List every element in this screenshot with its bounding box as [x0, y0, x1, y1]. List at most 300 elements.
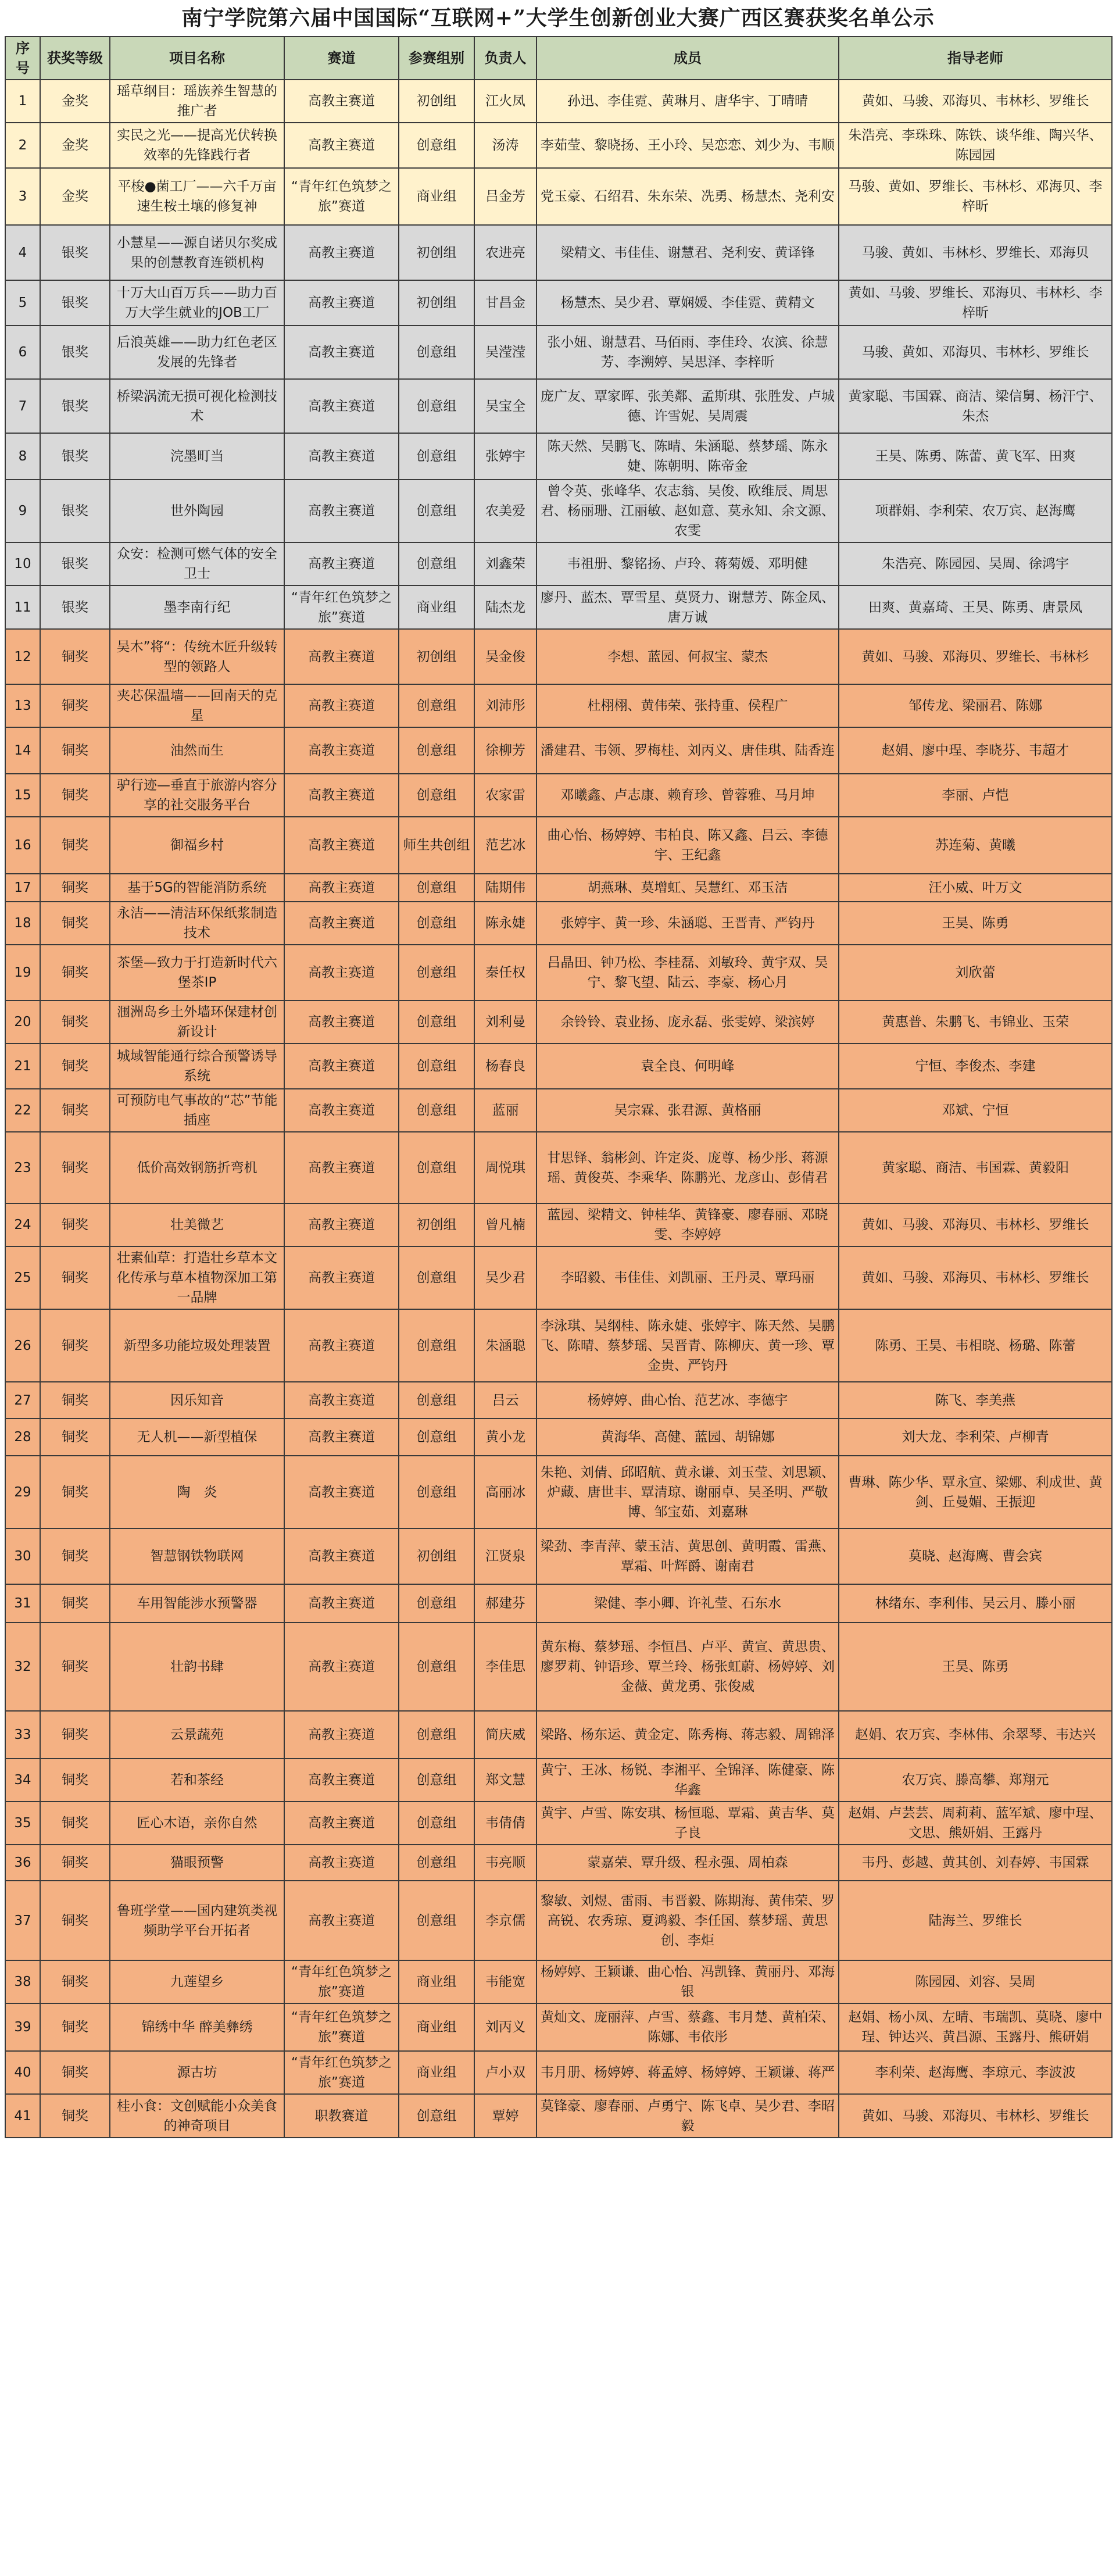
- cell-project: 瑶草纲目：瑶族养生智慧的推广者: [110, 80, 284, 123]
- cell-no: 12: [5, 629, 40, 684]
- cell-group: 创意组: [399, 1623, 474, 1711]
- cell-track: 高教主赛道: [284, 1419, 399, 1456]
- table-row: [5, 1419, 1112, 1456]
- cell-members: 蒙嘉荣、覃升级、程永强、周柏森: [536, 1845, 839, 1881]
- table-body: [5, 80, 1112, 2138]
- cell-project: 墨李南行纪: [110, 585, 284, 629]
- cell-project: 御福乡村: [110, 817, 284, 874]
- cell-advisors: 朱浩亮、陈园园、吴周、徐鸿宇: [839, 542, 1112, 585]
- cell-level: 铜奖: [40, 1203, 110, 1246]
- cell-group: 创意组: [399, 379, 474, 433]
- cell-level: 铜奖: [40, 1528, 110, 1584]
- cell-track: 高教主赛道: [284, 1759, 399, 1802]
- cell-leader: 农美爱: [474, 480, 536, 542]
- cell-level: 铜奖: [40, 1881, 110, 1960]
- table-row: [5, 774, 1112, 817]
- cell-leader: 杨春良: [474, 1044, 536, 1089]
- cell-level: 银奖: [40, 225, 110, 280]
- cell-project: 茶堡—致力于打造新时代六堡茶IP: [110, 945, 284, 1001]
- cell-no: 25: [5, 1246, 40, 1309]
- cell-no: 2: [5, 123, 40, 168]
- cell-advisors: 李利荣、赵海鹰、李琼元、李波波: [839, 2051, 1112, 2094]
- table-row: [5, 1759, 1112, 1802]
- table-row: [5, 1623, 1112, 1711]
- cell-group: 初创组: [399, 629, 474, 684]
- cell-track: 高教主赛道: [284, 542, 399, 585]
- cell-members: 李昭毅、韦佳佳、刘凯丽、王丹灵、覃玛丽: [536, 1246, 839, 1309]
- cell-project: 鲁班学堂——国内建筑类视频助学平台开拓者: [110, 1881, 284, 1960]
- cell-advisors: 陈飞、李美燕: [839, 1382, 1112, 1419]
- cell-no: 4: [5, 225, 40, 280]
- cell-level: 金奖: [40, 168, 110, 225]
- cell-no: 6: [5, 326, 40, 379]
- cell-members: 吕晶田、钟乃松、李桂磊、刘敏玲、黄宇双、吴宁、黎飞望、陆云、李豪、杨心月: [536, 945, 839, 1001]
- cell-track: 高教主赛道: [284, 379, 399, 433]
- cell-project: 涠洲岛乡土外墙环保建材创新设计: [110, 1001, 284, 1044]
- cell-group: 创意组: [399, 902, 474, 945]
- cell-level: 铜奖: [40, 2094, 110, 2138]
- cell-leader: 韦能宽: [474, 1960, 536, 2003]
- cell-level: 铜奖: [40, 1309, 110, 1382]
- cell-level: 银奖: [40, 326, 110, 379]
- cell-advisors: 黄如、马骏、邓海贝、韦林杉、罗维长: [839, 1246, 1112, 1309]
- cell-group: 创意组: [399, 727, 474, 774]
- cell-track: “青年红色筑梦之旅”赛道: [284, 585, 399, 629]
- cell-advisors: 莫晓、赵海鹰、曹会宾: [839, 1528, 1112, 1584]
- cell-leader: 黄小龙: [474, 1419, 536, 1456]
- table-row: [5, 945, 1112, 1001]
- cell-no: 18: [5, 902, 40, 945]
- cell-track: “青年红色筑梦之旅”赛道: [284, 2003, 399, 2051]
- cell-no: 32: [5, 1623, 40, 1711]
- cell-advisors: 黄家聪、商洁、韦国霖、黄毅阳: [839, 1132, 1112, 1203]
- table-row: [5, 123, 1112, 168]
- cell-group: 创意组: [399, 1711, 474, 1759]
- cell-project: 吴木”将“：传统木匠升级转型的领路人: [110, 629, 284, 684]
- cell-level: 铜奖: [40, 774, 110, 817]
- cell-group: 创意组: [399, 945, 474, 1001]
- cell-leader: 张婷宇: [474, 433, 536, 480]
- cell-leader: 吴金俊: [474, 629, 536, 684]
- cell-leader: 刘沛彤: [474, 684, 536, 727]
- cell-leader: 陆杰龙: [474, 585, 536, 629]
- cell-level: 铜奖: [40, 1001, 110, 1044]
- cell-track: 高教主赛道: [284, 80, 399, 123]
- cell-no: 26: [5, 1309, 40, 1382]
- cell-leader: 江贤泉: [474, 1528, 536, 1584]
- cell-project: 壮美微艺: [110, 1203, 284, 1246]
- cell-track: 高教主赛道: [284, 727, 399, 774]
- cell-no: 24: [5, 1203, 40, 1246]
- cell-track: 高教主赛道: [284, 280, 399, 326]
- cell-track: 高教主赛道: [284, 480, 399, 542]
- cell-advisors: 黄如、马骏、邓海贝、韦林杉、罗维长: [839, 80, 1112, 123]
- cell-project: 驴行迹—垂直于旅游内容分享的社交服务平台: [110, 774, 284, 817]
- cell-members: 党玉豪、石绍君、朱东荣、冼勇、杨慧杰、尧利安: [536, 168, 839, 225]
- cell-group: 商业组: [399, 1960, 474, 2003]
- cell-members: 梁路、杨东运、黄金定、陈秀梅、蒋志毅、周锦泽: [536, 1711, 839, 1759]
- cell-members: 梁精文、韦佳佳、谢慧君、尧利安、黄译锋: [536, 225, 839, 280]
- cell-project: 夹芯保温墙——回南天的克星: [110, 684, 284, 727]
- cell-level: 铜奖: [40, 1382, 110, 1419]
- cell-track: “青年红色筑梦之旅”赛道: [284, 1960, 399, 2003]
- cell-leader: 吴滢滢: [474, 326, 536, 379]
- cell-track: 高教主赛道: [284, 1246, 399, 1309]
- cell-level: 铜奖: [40, 1132, 110, 1203]
- cell-members: 邓曦鑫、卢志康、赖育珍、曾蓉雅、马月坤: [536, 774, 839, 817]
- table-row: [5, 629, 1112, 684]
- cell-leader: 吴少君: [474, 1246, 536, 1309]
- cell-level: 银奖: [40, 542, 110, 585]
- table-row: [5, 1309, 1112, 1382]
- cell-project: 云景蔬苑: [110, 1711, 284, 1759]
- cell-project: 城域智能通行综合预警诱导系统: [110, 1044, 284, 1089]
- cell-track: 高教主赛道: [284, 1802, 399, 1845]
- cell-advisors: 刘欣蕾: [839, 945, 1112, 1001]
- cell-members: 庞广友、覃家晖、张美鄰、孟斯琪、张胜发、卢城德、许雪妮、吴周震: [536, 379, 839, 433]
- cell-members: 李泳琪、吴纲桂、陈永婕、张婷宇、陈天然、吴鹏飞、陈晴、蔡梦瑶、吴晋青、陈柳庆、黄一珍、覃金贵、严钧丹: [536, 1309, 839, 1382]
- table-row: [5, 585, 1112, 629]
- cell-group: 创意组: [399, 1759, 474, 1802]
- cell-project: 源古坊: [110, 2051, 284, 2094]
- cell-members: 孙迅、李佳霓、黄琳月、唐华宇、丁晴晴: [536, 80, 839, 123]
- cell-level: 铜奖: [40, 1759, 110, 1802]
- cell-members: 曲心怡、杨婷婷、韦柏良、陈又鑫、吕云、李德宇、王纪鑫: [536, 817, 839, 874]
- cell-members: 杜栩栩、黄伟荣、张持重、侯程广: [536, 684, 839, 727]
- cell-advisors: 王昊、陈勇: [839, 902, 1112, 945]
- cell-group: 商业组: [399, 2051, 474, 2094]
- table-row: [5, 542, 1112, 585]
- cell-level: 铜奖: [40, 1044, 110, 1089]
- cell-group: 商业组: [399, 168, 474, 225]
- table-row: [5, 1001, 1112, 1044]
- cell-no: 28: [5, 1419, 40, 1456]
- cell-level: 银奖: [40, 280, 110, 326]
- cell-members: 朱艳、刘倩、邱昭航、黄永谦、刘玉莹、刘思颖、炉藏、唐世丰、覃清琼、谢丽卓、吴圣明、严敬博、邹宝茹、刘嘉琳: [536, 1456, 839, 1528]
- cell-leader: 徐柳芳: [474, 727, 536, 774]
- cell-members: 曾令英、张峰华、农志翁、吴俊、欧维辰、周思君、杨丽珊、江丽敏、赵如意、莫永知、余文源、农雯: [536, 480, 839, 542]
- cell-group: 商业组: [399, 585, 474, 629]
- cell-track: “青年红色筑梦之旅”赛道: [284, 168, 399, 225]
- cell-no: 14: [5, 727, 40, 774]
- cell-no: 23: [5, 1132, 40, 1203]
- cell-track: 高教主赛道: [284, 1456, 399, 1528]
- cell-group: 创意组: [399, 1089, 474, 1132]
- cell-no: 17: [5, 874, 40, 902]
- cell-no: 38: [5, 1960, 40, 2003]
- cell-track: 高教主赛道: [284, 817, 399, 874]
- cell-project: 油然而生: [110, 727, 284, 774]
- cell-advisors: 黄如、马骏、邓海贝、韦林杉、罗维长: [839, 2094, 1112, 2138]
- cell-advisors: 农万宾、滕高攀、郑翔元: [839, 1759, 1112, 1802]
- table-row: [5, 379, 1112, 433]
- cell-members: 张婷宇、黄一珍、朱涵聪、王晋青、严钧丹: [536, 902, 839, 945]
- cell-group: 商业组: [399, 2003, 474, 2051]
- cell-members: 甘思铎、翁彬剑、许定炎、庞尊、杨少彤、蒋源瑶、黄俊英、李乘华、陈鹏光、龙彦山、彭倩君: [536, 1132, 839, 1203]
- cell-leader: 周悦琪: [474, 1132, 536, 1203]
- cell-leader: 曾凡楠: [474, 1203, 536, 1246]
- cell-track: 高教主赛道: [284, 1711, 399, 1759]
- cell-leader: 蓝丽: [474, 1089, 536, 1132]
- cell-advisors: 王昊、陈勇、陈蕾、黄飞军、田爽: [839, 433, 1112, 480]
- cell-no: 31: [5, 1584, 40, 1623]
- cell-project: 浣墨町当: [110, 433, 284, 480]
- cell-track: 高教主赛道: [284, 902, 399, 945]
- cell-group: 创意组: [399, 433, 474, 480]
- cell-group: 创意组: [399, 480, 474, 542]
- cell-level: 银奖: [40, 379, 110, 433]
- cell-members: 黄东梅、蔡梦瑶、李恒昌、卢平、黄宣、黄思贵、廖罗莉、钟语珍、覃兰玲、杨张虹蔚、杨婷婷、刘金薇、黄龙勇、张俊威: [536, 1623, 839, 1711]
- cell-members: 黄宁、王冰、杨锐、李湘平、全锦泽、陈健豪、陈华鑫: [536, 1759, 839, 1802]
- cell-leader: 吕金芳: [474, 168, 536, 225]
- cell-group: 创意组: [399, 1456, 474, 1528]
- cell-track: 高教主赛道: [284, 1132, 399, 1203]
- cell-advisors: 项群娟、李利荣、农万宾、赵海鹰: [839, 480, 1112, 542]
- cell-leader: 郝建芬: [474, 1584, 536, 1623]
- cell-level: 银奖: [40, 433, 110, 480]
- cell-leader: 范艺冰: [474, 817, 536, 874]
- cell-project: 九莲望乡: [110, 1960, 284, 2003]
- cell-members: 廖丹、蓝杰、覃雪星、莫贤力、谢慧芳、陈金凤、唐万诚: [536, 585, 839, 629]
- cell-track: 高教主赛道: [284, 1881, 399, 1960]
- cell-leader: 农进亮: [474, 225, 536, 280]
- cell-no: 33: [5, 1711, 40, 1759]
- cell-advisors: 曹琳、陈少华、覃永宣、梁娜、利成世、黄剑、丘曼媚、王振迎: [839, 1456, 1112, 1528]
- cell-project: 锦绣中华 醉美彝绣: [110, 2003, 284, 2051]
- cell-track: 高教主赛道: [284, 1528, 399, 1584]
- cell-leader: 汤涛: [474, 123, 536, 168]
- cell-advisors: 黄家聪、韦国霖、商洁、梁信舅、杨汗宁、朱杰: [839, 379, 1112, 433]
- cell-leader: 刘丙义: [474, 2003, 536, 2051]
- header-level: 获奖等级: [40, 37, 110, 80]
- cell-group: 初创组: [399, 225, 474, 280]
- cell-members: 陈天然、吴鹏飞、陈晴、朱涵聪、蔡梦瑶、陈永婕、陈朝明、陈帝金: [536, 433, 839, 480]
- cell-project: 新型多功能垃圾处理装置: [110, 1309, 284, 1382]
- cell-group: 初创组: [399, 280, 474, 326]
- cell-advisors: 李丽、卢恺: [839, 774, 1112, 817]
- cell-track: “青年红色筑梦之旅”赛道: [284, 2051, 399, 2094]
- cell-advisors: 韦丹、彭越、黄其创、刘春婷、韦国霖: [839, 1845, 1112, 1881]
- cell-group: 创意组: [399, 1309, 474, 1382]
- cell-no: 1: [5, 80, 40, 123]
- table-row: [5, 1203, 1112, 1246]
- cell-level: 铜奖: [40, 1960, 110, 2003]
- cell-members: 莫锋豪、廖春丽、卢勇宁、陈飞卓、吴少君、李昭毅: [536, 2094, 839, 2138]
- cell-project: 众安：检测可燃气体的安全卫士: [110, 542, 284, 585]
- table-row: [5, 2003, 1112, 2051]
- cell-no: 20: [5, 1001, 40, 1044]
- cell-advisors: 马骏、黄如、韦林杉、罗维长、邓海贝: [839, 225, 1112, 280]
- cell-no: 30: [5, 1528, 40, 1584]
- cell-members: 黄宇、卢雪、陈安琪、杨恒聪、覃霜、黄吉华、莫子良: [536, 1802, 839, 1845]
- header-members: 成员: [536, 37, 839, 80]
- cell-advisors: 田爽、黄嘉琦、王昊、陈勇、唐景凤: [839, 585, 1112, 629]
- cell-track: 高教主赛道: [284, 945, 399, 1001]
- cell-advisors: 黄如、马骏、罗维长、邓海贝、韦林杉、李梓昕: [839, 280, 1112, 326]
- cell-leader: 吴宝全: [474, 379, 536, 433]
- cell-no: 36: [5, 1845, 40, 1881]
- cell-track: 高教主赛道: [284, 433, 399, 480]
- cell-track: 高教主赛道: [284, 1001, 399, 1044]
- cell-group: 创意组: [399, 1044, 474, 1089]
- cell-leader: 卢小双: [474, 2051, 536, 2094]
- table-row: [5, 727, 1112, 774]
- cell-group: 创意组: [399, 542, 474, 585]
- cell-track: 高教主赛道: [284, 1382, 399, 1419]
- cell-group: 初创组: [399, 1203, 474, 1246]
- cell-members: 杨慧杰、吴少君、覃娴媛、李佳霓、黄精文: [536, 280, 839, 326]
- cell-track: 高教主赛道: [284, 123, 399, 168]
- cell-leader: 甘昌金: [474, 280, 536, 326]
- cell-group: 创意组: [399, 874, 474, 902]
- cell-advisors: 黄惠普、朱鹏飞、韦锦业、玉荣: [839, 1001, 1112, 1044]
- cell-advisors: 马骏、黄如、罗维长、韦林杉、邓海贝、李梓昕: [839, 168, 1112, 225]
- cell-level: 金奖: [40, 80, 110, 123]
- cell-level: 铜奖: [40, 2051, 110, 2094]
- table-row: [5, 2094, 1112, 2138]
- cell-leader: 韦亮顺: [474, 1845, 536, 1881]
- cell-project: 后浪英雄——助力红色老区发展的先锋者: [110, 326, 284, 379]
- cell-advisors: 朱浩亮、李珠珠、陈铁、谈华维、陶兴华、陈园园: [839, 123, 1112, 168]
- cell-track: 高教主赛道: [284, 874, 399, 902]
- cell-leader: 陆期伟: [474, 874, 536, 902]
- cell-group: 创意组: [399, 2094, 474, 2138]
- cell-leader: 陈永婕: [474, 902, 536, 945]
- cell-leader: 覃婷: [474, 2094, 536, 2138]
- cell-level: 铜奖: [40, 1845, 110, 1881]
- cell-group: 创意组: [399, 1419, 474, 1456]
- cell-project: 无人机——新型植保: [110, 1419, 284, 1456]
- table-row: [5, 433, 1112, 480]
- cell-members: 蓝园、梁精文、钟桂华、黄锋豪、廖春丽、邓晓雯、李婷婷: [536, 1203, 839, 1246]
- cell-level: 金奖: [40, 123, 110, 168]
- cell-group: 创意组: [399, 1881, 474, 1960]
- cell-no: 9: [5, 480, 40, 542]
- cell-leader: 高丽冰: [474, 1456, 536, 1528]
- awards-table: [5, 36, 1113, 2138]
- cell-level: 铜奖: [40, 684, 110, 727]
- cell-project: 智慧钢铁物联网: [110, 1528, 284, 1584]
- table-row: [5, 1528, 1112, 1584]
- cell-project: 小慧星——源自诺贝尔奖成果的创慧教育连锁机构: [110, 225, 284, 280]
- table-row: [5, 684, 1112, 727]
- cell-group: 创意组: [399, 123, 474, 168]
- cell-track: 高教主赛道: [284, 1845, 399, 1881]
- cell-leader: 农家雷: [474, 774, 536, 817]
- cell-level: 铜奖: [40, 1623, 110, 1711]
- table-row: [5, 817, 1112, 874]
- table-row: [5, 1246, 1112, 1309]
- cell-no: 37: [5, 1881, 40, 1960]
- cell-project: 世外陶园: [110, 480, 284, 542]
- cell-members: 吴宗霖、张君源、黄格丽: [536, 1089, 839, 1132]
- cell-no: 41: [5, 2094, 40, 2138]
- cell-level: 铜奖: [40, 1802, 110, 1845]
- header-project: 项目名称: [110, 37, 284, 80]
- cell-members: 梁劲、李青萍、蒙玉洁、黄思创、黄明霞、雷燕、覃霜、叶辉爵、谢南君: [536, 1528, 839, 1584]
- cell-group: 初创组: [399, 80, 474, 123]
- table-row: [5, 1132, 1112, 1203]
- cell-members: 李茹莹、黎晓扬、王小玲、吴恋恋、刘少为、韦顺: [536, 123, 839, 168]
- cell-leader: 江火凤: [474, 80, 536, 123]
- cell-advisors: 苏连菊、黄曦: [839, 817, 1112, 874]
- header-leader: 负责人: [474, 37, 536, 80]
- cell-project: 实民之光——提高光伏转换效率的先锋践行者: [110, 123, 284, 168]
- cell-project: 桂小食：文创赋能小众美食的神奇项目: [110, 2094, 284, 2138]
- cell-members: 李想、蓝园、何叔宝、蒙杰: [536, 629, 839, 684]
- cell-level: 铜奖: [40, 2003, 110, 2051]
- cell-advisors: 邹传龙、梁丽君、陈娜: [839, 684, 1112, 727]
- cell-project: 若和茶经: [110, 1759, 284, 1802]
- cell-members: 袁全良、何明峰: [536, 1044, 839, 1089]
- table-row: [5, 1881, 1112, 1960]
- cell-group: 创意组: [399, 326, 474, 379]
- cell-level: 铜奖: [40, 1419, 110, 1456]
- cell-members: 胡燕琳、莫增虹、吴慧红、邓玉洁: [536, 874, 839, 902]
- cell-group: 创意组: [399, 1584, 474, 1623]
- cell-advisors: 汪小威、叶万文: [839, 874, 1112, 902]
- cell-advisors: 宁恒、李俊杰、李建: [839, 1044, 1112, 1089]
- cell-project: 永洁——清洁环保纸浆制造技术: [110, 902, 284, 945]
- cell-no: 34: [5, 1759, 40, 1802]
- cell-leader: 李佳思: [474, 1623, 536, 1711]
- cell-project: 壮素仙草：打造壮乡草本文化传承与草本植物深加工第一品牌: [110, 1246, 284, 1309]
- header-track: 赛道: [284, 37, 399, 80]
- cell-advisors: 赵娟、杨小凤、左晴、韦瑞凯、莫晓、廖中珵、钟达兴、黄昌源、玉露丹、熊研娟: [839, 2003, 1112, 2051]
- cell-track: 高教主赛道: [284, 1584, 399, 1623]
- cell-level: 银奖: [40, 585, 110, 629]
- cell-track: 高教主赛道: [284, 629, 399, 684]
- cell-members: 杨婷婷、王颖谦、曲心怡、冯凯锋、黄丽丹、邓海银: [536, 1960, 839, 2003]
- table-row: [5, 225, 1112, 280]
- cell-leader: 刘鑫荣: [474, 542, 536, 585]
- cell-group: 创意组: [399, 1382, 474, 1419]
- page-title: 南宁学院第六届中国国际“互联网+”大学生创新创业大赛广西区赛获奖名单公示: [181, 6, 935, 30]
- cell-project: 猫眼预警: [110, 1845, 284, 1881]
- cell-no: 7: [5, 379, 40, 433]
- cell-track: 高教主赛道: [284, 774, 399, 817]
- cell-leader: 李京儒: [474, 1881, 536, 1960]
- cell-group: 创意组: [399, 684, 474, 727]
- cell-track: 高教主赛道: [284, 1089, 399, 1132]
- cell-group: 师生共创组: [399, 817, 474, 874]
- cell-level: 铜奖: [40, 902, 110, 945]
- cell-no: 21: [5, 1044, 40, 1089]
- cell-leader: 秦任权: [474, 945, 536, 1001]
- cell-level: 铜奖: [40, 1089, 110, 1132]
- cell-level: 铜奖: [40, 1711, 110, 1759]
- table-row: [5, 168, 1112, 225]
- table-row: [5, 2051, 1112, 2094]
- cell-leader: 简庆威: [474, 1711, 536, 1759]
- cell-level: 铜奖: [40, 629, 110, 684]
- cell-advisors: 陈园园、刘容、吴周: [839, 1960, 1112, 2003]
- cell-project: 壮韵书肆: [110, 1623, 284, 1711]
- table-row: [5, 1845, 1112, 1881]
- header-advisors: 指导老师: [839, 37, 1112, 80]
- cell-no: 5: [5, 280, 40, 326]
- table-row: [5, 1089, 1112, 1132]
- cell-group: 创意组: [399, 1845, 474, 1881]
- cell-track: 高教主赛道: [284, 1309, 399, 1382]
- cell-leader: 郑文慧: [474, 1759, 536, 1802]
- cell-no: 11: [5, 585, 40, 629]
- cell-members: 黄海华、高健、蓝园、胡锦娜: [536, 1419, 839, 1456]
- cell-no: 22: [5, 1089, 40, 1132]
- cell-project: 十万大山百万兵——助力百万大学生就业的JOB工厂: [110, 280, 284, 326]
- cell-members: 韦祖册、黎铭扬、卢玲、蒋菊媛、邓明健: [536, 542, 839, 585]
- cell-no: 19: [5, 945, 40, 1001]
